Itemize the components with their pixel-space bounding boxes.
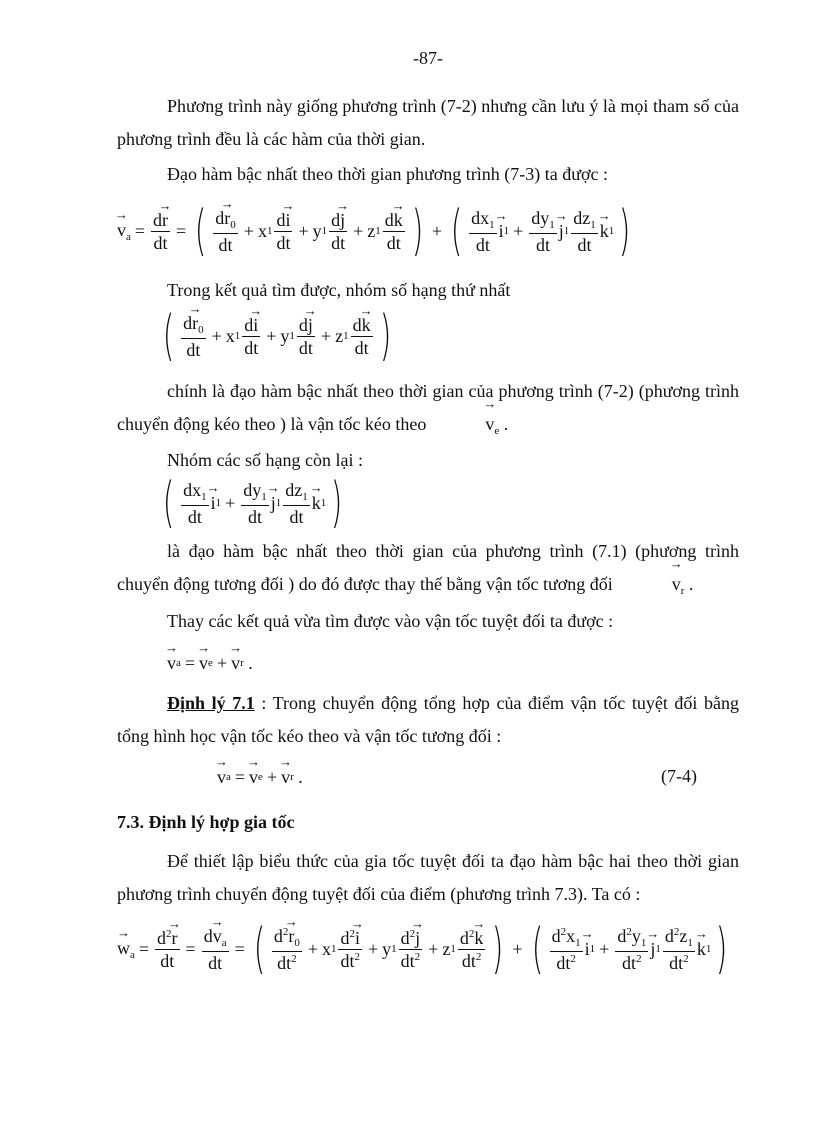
section-heading: 7.3. Định lý hợp gia tốc [117,812,295,832]
theorem-label: Định lý 7.1 [167,693,255,713]
equation-va-sum: → v a = → v e + → v r . [167,650,253,676]
paragraph-8: Để thiết lập biểu thức của gia tốc tuyệt đối ta đạo hàm bậc hai theo thời gian phương trình chuyển động tuyệt đối của điểm (phương trình 7.3). Ta có : [117,851,739,904]
equation-7-4: → v a = → v e + → v r . [217,764,303,790]
symbol-vr: → $v_r$ . [617,574,693,594]
page-number: -87- [413,48,443,68]
paragraph-4 [117,375,739,448]
paragraph-5: Nhóm các số hạng còn lại : [167,450,363,470]
equation-velocity-derivative: → $v_a$ = $\frac{d\to r}{dt}$ = ( $\frac{d\to r_0}{dt}$ + x 1 $\frac{d\to i}{dt}$ + y 1 $\frac{d\to j}{dt}$ + z 1 $\frac{d\to k}{dt}$ ) + ( $\frac{dx_1}{dt}$ → i 1 + $\frac{dy_1}{dt}$ → j 1 $\frac{dz_1}{dt}$ → k 1 ) [117,196,635,266]
paragraph-6 [117,535,739,608]
paragraph-3: Trong kết quả tìm được, nhóm số hạng thứ nhất [167,280,511,300]
paragraph-4-text: chính là đạo hàm bậc nhất theo thời gian của phương trình (7-2) (phương trình chuyển động kéo theo ) là vận tốc kéo theo [117,381,739,434]
equation-remaining-group: ( $\frac{dx_1}{dt}$ → i 1 + $\frac{dy_1}{dt}$ → j 1 $\frac{dz_1}{dt}$ → k 1 ) [158,474,347,532]
paragraph-1: Phương trình này giống phương trình (7-2) nhưng cần lưu ý là mọi tham số của phương trình đều là các hàm của thời gian. [117,96,739,149]
equation-acceleration: → $w_a$ = $\frac{d^2\to r}{dt}$ = $\frac{d\to v_a}{dt}$ = ( $\frac{d^2\to r_0}{dt^2}$ + x 1 $\frac{d^2\to i}{dt^2}$ + y 1 $\frac{d^2\to j}{dt^2}$ + z 1 $\frac{d^2\to k}{dt^2}$ ) + ( $\frac{d^2x_1}{dt^2}$ → i 1 + $\frac{d^2y_1}{dt^2}$ → j 1 $\frac{d^2z_1}{dt^2}$ → k 1 ) [117,914,732,984]
theorem-text: : Trong chuyển động tổng hợp của điểm vận tốc tuyệt đối bằng tổng hình học vận tốc kéo theo và vận tốc tương đối : [117,693,740,746]
theorem-7-1 [117,687,739,753]
equation-number: (7-4) [661,766,697,786]
paragraph-7: Thay các kết quả vừa tìm được vào vận tốc tuyệt đối ta được : [167,611,614,631]
equation-first-group: ( $\frac{d\to r_0}{dt}$ + x 1 $\frac{d\to i}{dt}$ + y 1 $\frac{d\to j}{dt}$ + z 1 $\frac{d\to k}{dt}$ ) [158,306,396,366]
paragraph-2: Đạo hàm bậc nhất theo thời gian phương trình (7-3) ta được : [167,164,608,184]
symbol-ve: → $v_e$ . [431,414,508,434]
paragraph-6-text: là đạo hàm bậc nhất theo thời gian của phương trình (7.1) (phương trình chuyển động tương đối ) do đó được thay thế bằng vận tốc tương đối [117,541,739,594]
